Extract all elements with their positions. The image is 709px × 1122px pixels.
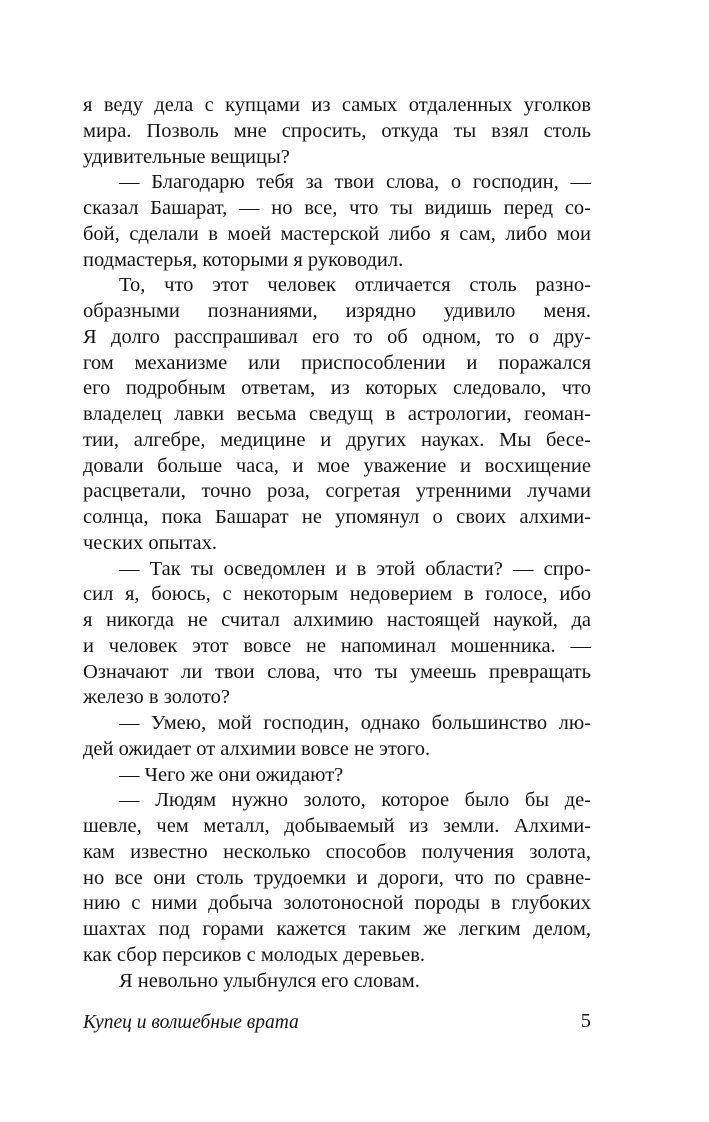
text-line: я веду дела с купцами из самых отдаленных уголков [83, 94, 591, 116]
text-line: сказал Башарат, — но все, что ты видишь перед со- [83, 197, 591, 219]
text-line: довали больше часа, и мое уважение и восхищение [83, 454, 591, 477]
text-line: — Чего же они ожидают? [119, 763, 344, 786]
text-line: гом механизме или приспособлении и поражался [83, 351, 591, 374]
text-line: шевле, чем металл, добываемый из земли. Алхими- [83, 815, 591, 837]
page-number: 5 [580, 1010, 591, 1032]
text-line: нию с ними добыча золотоносной породы в глубоких [83, 892, 591, 915]
text-line: Означают ли твои слова, что ты умеешь превращать [83, 660, 591, 683]
text-line: шахтах под горами кажется таким же легким делом, [83, 918, 591, 940]
text-line: — Так ты осведомлен и в этой области? — спро- [119, 557, 591, 580]
body-text [83, 93, 591, 994]
text-line: бой, сделали в моей мастерской либо я сам, либо мои [83, 222, 591, 245]
text-line: но все они столь трудоемки и дороги, что по сравне- [83, 866, 591, 889]
text-line: ческих опытах. [83, 531, 218, 554]
text-line: мира. Позволь мне спросить, откуда ты взял столь [83, 119, 591, 142]
text-line: солнца, пока Башарат не упомянул о своих алхими- [83, 506, 591, 528]
text-line: Я невольно улыбнулся его словам. [119, 969, 420, 992]
text-line: дей ожидает от алхимии вовсе не этого. [83, 737, 431, 760]
text-line: тии, алгебре, медицине и других науках. Мы бесе- [83, 428, 591, 451]
text-line: его подробным ответам, из которых следовало, что [83, 377, 591, 400]
text-line: железо в золото? [83, 686, 230, 709]
text-line: Я долго расспрашивал его то об одном, то о дру- [83, 325, 591, 348]
text-line: образными познаниями, изрядно удивило меня. [83, 300, 591, 322]
text-line: удивительные вещицы? [83, 145, 290, 168]
text-line: я никогда не считал алхимию настоящей наукой, да [83, 609, 591, 631]
text-line: и человек этот вовсе не напоминал мошенника. — [83, 634, 591, 657]
text-line: подмастерья, которыми я руководил. [83, 248, 404, 271]
text-line: как сбор персиков с молодых деревьев. [83, 943, 426, 966]
running-footer-title: Купец и волшебные врата [83, 1012, 299, 1033]
text-line: сил я, боюсь, с некоторым недоверием в голосе, ибо [83, 583, 591, 606]
text-line: — Умею, мой господин, однако большинство лю- [119, 712, 591, 734]
text-line: То, что этот человек отличается столь разно- [119, 274, 591, 297]
text-line: расцветали, точно роза, согретая утренними лучами [83, 480, 591, 503]
text-line: — Людям нужно золото, которое было бы де- [119, 789, 591, 812]
text-line: кам известно несколько способов получения золота, [83, 840, 591, 863]
text-line: — Благодарю тебя за твои слова, о господин, — [119, 171, 591, 194]
text-line: владелец лавки весьма сведущ в астрологии, геоман- [83, 403, 591, 425]
